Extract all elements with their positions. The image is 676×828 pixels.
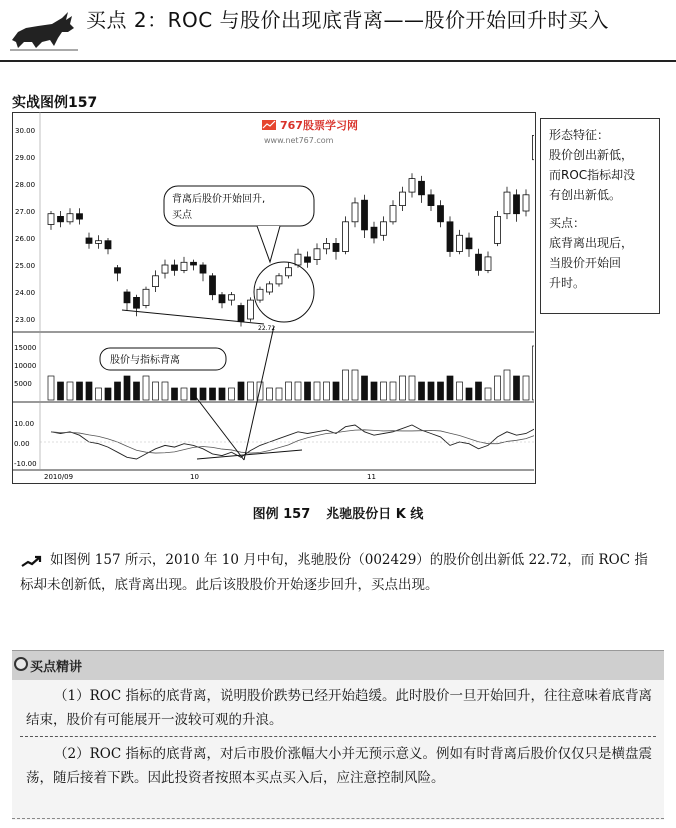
volume-bar (324, 382, 330, 400)
volume-bar (96, 388, 102, 400)
volume-bar (134, 382, 140, 400)
price-tick-27: 27.00 (15, 208, 36, 216)
volume-bar (295, 382, 301, 400)
candle-body (438, 206, 444, 222)
candle-body (219, 295, 225, 303)
volume-bar (504, 370, 510, 400)
volume-bar (523, 376, 529, 400)
candle-body (248, 300, 254, 319)
candle-body (495, 216, 501, 243)
volume-tick-10000: 10000 (14, 362, 37, 370)
candle-body (457, 235, 463, 251)
candle-body (390, 206, 396, 222)
page-header (0, 0, 676, 62)
candle-body (419, 181, 425, 195)
volume-bar (200, 388, 206, 400)
volume-bar (362, 376, 368, 400)
volume-bar (305, 382, 311, 400)
volume-bar (533, 346, 535, 400)
volume-bar (514, 376, 520, 400)
low-price-label: 22.72 (258, 325, 276, 332)
candle-body (428, 195, 434, 206)
volume-axis-ticks (14, 344, 36, 388)
candle-body (314, 249, 320, 260)
price-tick-23: 23.00 (15, 316, 36, 324)
candle-body (514, 195, 520, 214)
candle-body (276, 276, 282, 284)
panel-line-1: 形态特征： (549, 128, 610, 142)
candle-body (115, 268, 121, 273)
volume-bar (248, 382, 254, 400)
bottom-divider (12, 818, 664, 819)
price-tick-30: 30.00 (15, 127, 36, 135)
candle-body (295, 254, 301, 265)
volume-bar (86, 382, 92, 400)
volume-bar (390, 382, 396, 400)
volume-bar (238, 382, 244, 400)
watermark-url: www.net767.com (264, 136, 334, 145)
volume-bar (343, 370, 349, 400)
candle-body (172, 265, 178, 270)
panel-line-5: 买点： (549, 216, 586, 230)
volume-bar (143, 376, 149, 400)
volume-bar (124, 376, 130, 400)
candle-body (409, 179, 415, 193)
candle-body (267, 284, 273, 292)
volume-tick-5000: 5000 (14, 380, 32, 388)
callout-divergence-text: 股价与指标背离 (110, 355, 180, 366)
candle-body (96, 241, 102, 244)
volume-bar (48, 376, 54, 400)
date-label-nov: 11 (367, 473, 376, 481)
candle-body (105, 241, 111, 249)
volume-bar (267, 388, 273, 400)
volume-bar (58, 382, 64, 400)
candle-body (381, 222, 387, 236)
candle-body (143, 289, 149, 305)
point-1-text: （1）ROC 指标的底背离，说明股价跌势已经开始趋缓。此时股价一旦开始回升，往往意味着底背离结束，股价有可能展开一波较可观的升浪。 (26, 688, 652, 728)
volume-bar (485, 388, 491, 400)
watermark (262, 118, 358, 145)
volume-bar (428, 382, 434, 400)
candle-body (485, 257, 491, 271)
candle-body (238, 306, 244, 322)
price-tick-29: 29.00 (15, 154, 36, 162)
candle-body (333, 243, 339, 251)
candle-body (447, 222, 453, 252)
volume-bar (371, 382, 377, 400)
roc-tick-0: 0.00 (14, 440, 30, 448)
price-tick-28: 28.00 (15, 181, 36, 189)
figure-heading: 实战图例157 (12, 95, 98, 111)
price-tick-25: 25.00 (15, 262, 36, 270)
volume-bar (314, 382, 320, 400)
point-divider (20, 736, 656, 737)
candle-body (466, 238, 472, 249)
candle-body (324, 243, 330, 248)
panel-line-8: 升时。 (549, 276, 586, 290)
candlestick-series (48, 127, 534, 326)
circle-bullet-icon (14, 657, 28, 671)
candle-body (371, 227, 377, 238)
point-1 (26, 684, 656, 732)
candle-body (504, 192, 510, 214)
panel-line-3: 而ROC指标却没 (549, 168, 636, 182)
candle-body (286, 268, 292, 276)
figure-caption (0, 503, 676, 522)
date-label-oct: 10 (190, 473, 199, 481)
volume-bar (219, 388, 225, 400)
candle-body (210, 276, 216, 295)
volume-bar (77, 382, 83, 400)
bull-icon (8, 6, 80, 54)
point-2 (26, 742, 656, 790)
date-label-sep: 2010/09 (44, 473, 74, 481)
volume-bar (438, 382, 444, 400)
body-paragraph (20, 548, 660, 598)
volume-bar (67, 382, 73, 400)
volume-bar (409, 376, 415, 400)
price-axis-ticks (15, 127, 35, 324)
caption-title: 兆驰股份日 K 线 (326, 507, 424, 522)
page-title: 买点 2：ROC 与股价出现底背离——股价开始回升时买入 (86, 8, 610, 32)
volume-tick-15000: 15000 (14, 344, 37, 352)
volume-bar (172, 388, 178, 400)
callout-buy-line1: 背离后股价开始回升, (172, 194, 266, 205)
candle-body (523, 195, 529, 211)
candle-body (476, 254, 482, 270)
roc-tick-10: 10.00 (14, 420, 35, 428)
candle-body (48, 214, 54, 225)
candle-body (134, 297, 140, 308)
candle-body (400, 192, 406, 206)
candle-body (86, 238, 92, 243)
volume-bar (229, 388, 235, 400)
volume-bar (476, 382, 482, 400)
candle-body (58, 216, 64, 221)
point-2-text: （2）ROC 指标的底背离，对后市股价涨幅大小并无预示意义。例如有时背离后股价仅仅只是横盘震荡，随后接着下跌。因此投资者按照本买点买入后，应注意控制风险。 (26, 746, 652, 786)
volume-bar (447, 376, 453, 400)
candle-body (305, 257, 311, 262)
kline-chart (12, 112, 534, 482)
volume-bar (162, 382, 168, 400)
pattern-panel (540, 118, 660, 314)
candle-body (77, 214, 83, 219)
volume-bar (105, 388, 111, 400)
volume-bar (276, 388, 282, 400)
caption-figure-no: 图例 157 (252, 507, 311, 522)
candle-body (162, 265, 168, 273)
volume-bar (333, 382, 339, 400)
volume-bar (352, 370, 358, 400)
panel-line-6: 底背离出现后， (549, 236, 634, 250)
roc-axis-ticks (14, 420, 37, 468)
candle-body (67, 214, 73, 222)
candle-body (257, 289, 263, 300)
volume-bar (495, 376, 501, 400)
volume-bar (400, 376, 406, 400)
points-header-bar (12, 650, 664, 682)
candle-body (533, 135, 535, 159)
roc-tick-neg10: -10.00 (14, 460, 37, 468)
callout-buy-line2: 买点 (172, 210, 192, 221)
volume-bar (381, 382, 387, 400)
volume-bar (210, 388, 216, 400)
panel-line-2: 股价创出新低， (549, 148, 634, 162)
volume-bar (115, 382, 121, 400)
panel-line-7: 当股价开始回 (549, 256, 622, 270)
candle-body (362, 200, 368, 230)
candle-body (124, 292, 130, 303)
candle-body (229, 295, 235, 300)
volume-bar (466, 388, 472, 400)
price-tick-24: 24.00 (15, 289, 36, 297)
panel-line-4: 有创出新低。 (549, 188, 622, 202)
points-heading: 买点精讲 (30, 660, 83, 675)
volume-bar (457, 382, 463, 400)
panel-spacer (549, 205, 651, 213)
candle-body (343, 222, 349, 252)
watermark-site: 767股票学习网 (280, 119, 358, 132)
price-tick-26: 26.00 (15, 235, 36, 243)
volume-bar (153, 382, 159, 400)
volume-bar (286, 382, 292, 400)
candle-body (181, 262, 187, 270)
candle-body (352, 203, 358, 222)
volume-bar (419, 382, 425, 400)
candle-body (191, 262, 197, 265)
date-labels (44, 473, 376, 481)
candle-body (200, 265, 206, 273)
volume-bar (181, 388, 187, 400)
body-text: 如图例 157 所示，2010 年 10 月中旬，兆驰股份（002429）的股价创出新低 22.72，而 ROC 指标却未创新低，底背离出现。此后该股股价开始逐步回升，买点出现。 (20, 552, 648, 593)
candle-body (153, 276, 159, 287)
header-divider (0, 60, 676, 62)
arrow-icon (20, 554, 46, 568)
